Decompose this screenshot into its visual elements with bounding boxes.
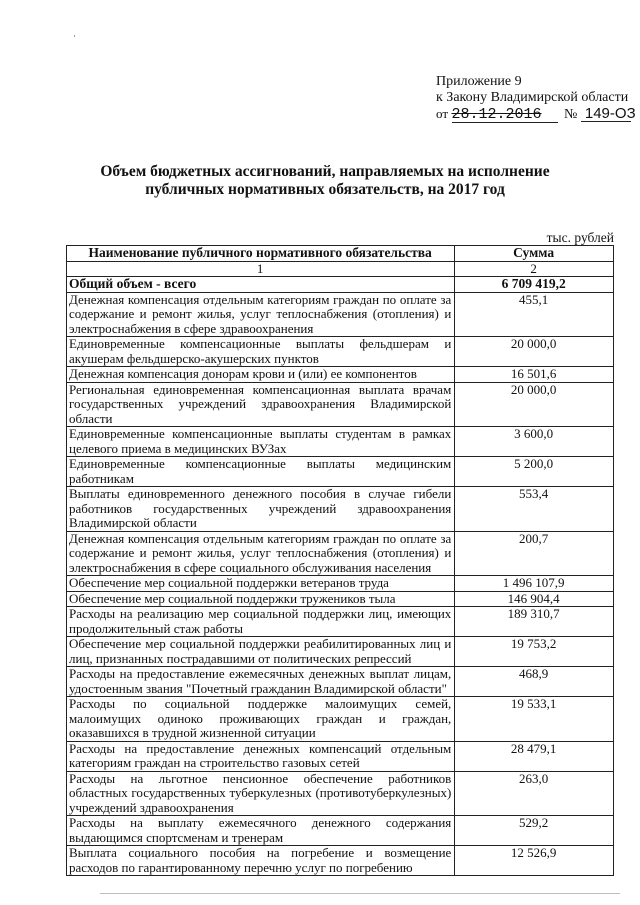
law-number: 149-ОЗ	[581, 107, 631, 122]
table-row	[67, 531, 614, 576]
obligation-sum: 553,4	[455, 487, 614, 532]
header-sum: Сумма	[455, 246, 614, 262]
obligation-sum: 1 496 107,9	[455, 576, 614, 592]
obligation-name: Выплата социального пособия на погребение и возмещение расходов по гарантированному перечню услуг по погребению	[67, 846, 455, 876]
obligation-name: Единовременные компенсационные выплаты студентам в рамках целевого приема в медицинских ВУЗах	[67, 427, 455, 457]
obligation-name: Расходы по социальной поддержке малоимущих семей, малоимущих одиноко проживающих граждан и граждан, оказавшихся в трудной жизненной ситуации	[67, 697, 455, 742]
obligation-sum: 200,7	[455, 531, 614, 576]
appendix-number: Приложение 9	[436, 74, 522, 89]
number-sign: №	[564, 107, 578, 122]
table-row	[67, 741, 614, 771]
header-name: Наименование публичного нормативного обязательства	[67, 246, 455, 262]
appendix-law-reference: к Закону Владимирской области	[436, 90, 629, 105]
obligation-name: Обеспечение мер социальной поддержки реабилитированных лиц и лиц, признанных пострадавшими от политических репрессий	[67, 637, 455, 667]
obligation-sum: 146 904,4	[455, 591, 614, 607]
table-row	[67, 667, 614, 697]
obligation-sum: 20 000,0	[455, 382, 614, 427]
obligation-sum: 468,9	[455, 667, 614, 697]
obligation-sum: 20 000,0	[455, 337, 614, 367]
obligation-name: Расходы на предоставление ежемесячных денежных выплат лицам, удостоенным звания "Почетный гражданин Владимирской области"	[67, 667, 455, 697]
page-bottom-line	[100, 893, 620, 894]
obligation-name: Денежная компенсация отдельным категориям граждан по оплате за содержание и ремонт жилья, услуг теплоснабжения (отопления) и электроснабжения в сфере здравоохранения	[67, 292, 455, 337]
table-row	[67, 771, 614, 816]
obligation-sum: 5 200,0	[455, 457, 614, 487]
scan-speck	[74, 35, 75, 37]
from-label: от	[436, 106, 449, 121]
obligation-sum: 3 600,0	[455, 427, 614, 457]
column-index-row	[67, 261, 614, 277]
document-title	[60, 163, 590, 199]
column-index-1: 1	[67, 261, 455, 277]
appendix-date-number	[436, 105, 636, 123]
obligation-sum: 19 533,1	[455, 697, 614, 742]
title-line-1: Объем бюджетных ассигнований, направляемых на исполнение	[100, 163, 550, 180]
units-label: тыс. рублей	[546, 230, 614, 245]
table-header-row	[67, 246, 614, 262]
table-row	[67, 337, 614, 367]
obligation-name: Расходы на предоставление денежных компенсаций отдельным категориям граждан на строительство газовых сетей	[67, 741, 455, 771]
obligation-name: Расходы на выплату ежемесячного денежного содержания выдающимся спортсменам и тренерам	[67, 816, 455, 846]
obligation-name: Региональная единовременная компенсационная выплата врачам государственных учреждений здравоохранения Владимирской области	[67, 382, 455, 427]
table-row	[67, 607, 614, 637]
obligation-sum: 16 501,6	[455, 367, 614, 383]
table-row	[67, 427, 614, 457]
obligation-sum: 12 526,9	[455, 846, 614, 876]
law-date: 28.12.2016	[452, 108, 558, 123]
obligation-name: Денежная компенсация донорам крови и (или) ее компонентов	[67, 367, 455, 383]
obligation-name: Денежная компенсация отдельным категориям граждан по оплате за содержание и ремонт жилья, услуг теплоснабжения (отопления) и электроснабжения в сфере социального обслуживания населения	[67, 531, 455, 576]
total-label: Общий объем - всего	[67, 277, 455, 293]
table-row	[67, 576, 614, 592]
table-row	[67, 367, 614, 383]
table-row	[67, 697, 614, 742]
column-index-2: 2	[455, 261, 614, 277]
obligation-name: Расходы на льготное пенсионное обеспечение работников областных государственных туберкулезных (противотуберкулезных) учреждений здравоохранения	[67, 771, 455, 816]
total-row	[67, 277, 614, 293]
total-sum: 6 709 419,2	[455, 277, 614, 293]
obligation-sum: 263,0	[455, 771, 614, 816]
obligation-sum: 529,2	[455, 816, 614, 846]
table-row	[67, 816, 614, 846]
obligation-sum: 189 310,7	[455, 607, 614, 637]
title-line-2: публичных нормативных обязательств, на 2017 год	[145, 181, 505, 198]
table-row	[67, 591, 614, 607]
table-row	[67, 457, 614, 487]
obligation-sum: 455,1	[455, 292, 614, 337]
obligations-table	[66, 245, 614, 876]
obligation-name: Расходы на реализацию мер социальной поддержки лиц, имеющих продолжительный стаж работы	[67, 607, 455, 637]
obligation-name: Обеспечение мер социальной поддержки ветеранов труда	[67, 576, 455, 592]
table-row	[67, 382, 614, 427]
table-row	[67, 637, 614, 667]
obligation-sum: 28 479,1	[455, 741, 614, 771]
table-row	[67, 487, 614, 532]
table-row	[67, 846, 614, 876]
table-row	[67, 292, 614, 337]
obligation-name: Обеспечение мер социальной поддержки тружеников тыла	[67, 591, 455, 607]
obligation-name: Единовременные компенсационные выплаты фельдшерам и акушерам фельдшерско-акушерских пунктов	[67, 337, 455, 367]
obligation-name: Выплаты единовременного денежного пособия в случае гибели работников государственных учреждений здравоохранения Владимирской области	[67, 487, 455, 532]
obligation-sum: 19 753,2	[455, 637, 614, 667]
obligation-name: Единовременные компенсационные выплаты медицинским работникам	[67, 457, 455, 487]
appendix-header	[436, 74, 636, 123]
